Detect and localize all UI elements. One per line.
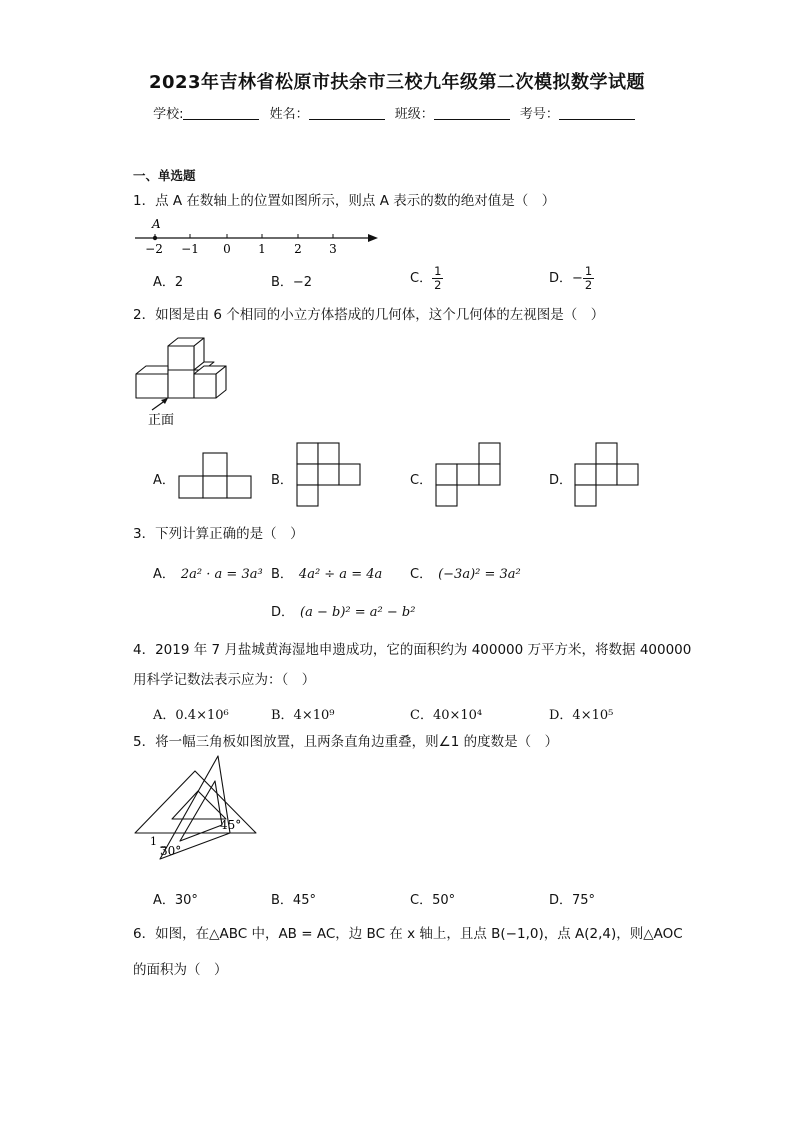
q2-option-a[interactable]: A． — [153, 473, 175, 488]
q1-option-c-fraction: $\frac{1}{2}$ — [434, 264, 442, 292]
q1-option-d-fraction: $\frac{1}{2}$ — [584, 264, 593, 292]
section-heading: 一、单选题 — [133, 168, 196, 183]
class-blank[interactable] — [434, 107, 510, 120]
q1-point-label: A — [152, 217, 161, 231]
q3-expr-b: 4a² ÷ a = 4a — [298, 567, 383, 582]
q2-option-d[interactable]: D． — [549, 473, 573, 488]
q5-label-45: 45° — [220, 818, 242, 832]
q2-option-c[interactable]: C． — [410, 473, 433, 488]
tick-label: 2 — [294, 242, 302, 256]
q4-option-a[interactable]: A．0.4×10⁶ — [153, 708, 229, 723]
exam-no-blank[interactable] — [559, 107, 635, 120]
q1-stem: 1．点 A 在数轴上的位置如图所示，则点 A 表示的数的绝对值是（ ） — [133, 193, 556, 209]
q2-option-d-figure[interactable] — [574, 442, 640, 508]
q2-option-a-figure[interactable] — [178, 452, 254, 500]
q2-cube-figure — [130, 336, 240, 431]
q6-stem-line2: 的面积为（ ） — [133, 962, 228, 978]
name-blank[interactable] — [309, 107, 385, 120]
tick-label: 0 — [223, 242, 231, 256]
q1-option-a[interactable]: A．2 — [153, 275, 184, 290]
name-label: 姓名： — [269, 107, 309, 122]
q3-stem: 3．下列计算正确的是（ ） — [133, 526, 304, 542]
q5-label-30: 30° — [160, 844, 182, 858]
q1-option-d[interactable] — [549, 265, 594, 292]
q4-option-d[interactable]: D．4×10⁵ — [549, 708, 614, 723]
q3-expr-c: (−3a)² = 3a² — [438, 567, 521, 582]
q5-label-1: 1 — [150, 835, 157, 848]
q5-stem: 5．将一幅三角板如图放置，且两条直角边重叠，则∠1 的度数是（ ） — [133, 734, 559, 750]
tick-label: 1 — [258, 242, 266, 256]
page-title: 2023年吉林省松原市扶余市三校九年级第二次模拟数学试题 — [148, 72, 646, 93]
q1-option-d-label: D．− — [549, 271, 583, 286]
school-label: 学校: — [153, 107, 184, 122]
q1-option-c-label: C． — [410, 271, 433, 286]
q4-option-c[interactable]: C．40×10⁴ — [410, 708, 483, 723]
q4-stem-line1: 4．2019 年 7 月盐城黄海湿地申遗成功，它的面积约为 400000 万平方米，将数据 400000 — [133, 642, 692, 658]
q3-expr-d: (a − b)² = a² − b² — [300, 605, 416, 620]
exam-no-label: 考号： — [519, 107, 559, 122]
q3-option-c[interactable]: C． (−3a)² = 3a² — [410, 567, 521, 582]
q2-option-b-figure[interactable] — [296, 442, 362, 508]
q2-front-label: 正面 — [148, 413, 175, 428]
school-blank[interactable] — [183, 107, 259, 120]
q5-triangle-figure — [130, 755, 262, 863]
q4-option-b[interactable]: B．4×10⁹ — [271, 708, 335, 723]
q3-expr-a: 2a² · a = 3a³ — [180, 567, 263, 582]
q2-stem: 2．如图是由 6 个相同的小立方体搭成的几何体，这个几何体的左视图是（ ） — [133, 307, 605, 323]
q6-stem-line1: 6．如图，在△ABC 中，AB = AC，边 BC 在 x 轴上，且点 B(−1,0)，点 A(2,4)，则△AOC — [133, 926, 683, 942]
student-info-row — [0, 103, 794, 122]
q1-option-c[interactable] — [410, 265, 443, 292]
q2-option-b[interactable]: B． — [271, 473, 293, 488]
q1-number-line — [130, 214, 385, 256]
q5-option-a[interactable]: A．30° — [153, 893, 198, 908]
q5-option-b[interactable]: B．45° — [271, 893, 316, 908]
q1-option-b[interactable]: B．−2 — [271, 275, 313, 290]
q5-option-c[interactable]: C．50° — [410, 893, 456, 908]
q3-option-a[interactable]: A． 2a² · a = 3a³ — [153, 567, 263, 582]
tick-label: −2 — [145, 242, 163, 256]
class-label: 班级： — [394, 107, 434, 122]
q3-option-b[interactable]: B． 4a² ÷ a = 4a — [271, 567, 383, 582]
q2-option-c-figure[interactable] — [435, 442, 503, 508]
q5-option-d[interactable]: D．75° — [549, 893, 596, 908]
tick-label: 3 — [329, 242, 337, 256]
q3-option-d[interactable]: D． (a − b)² = a² − b² — [271, 605, 416, 620]
q4-stem-line2: 用科学记数法表示应为：（ ） — [133, 672, 316, 688]
tick-label: −1 — [181, 242, 199, 256]
